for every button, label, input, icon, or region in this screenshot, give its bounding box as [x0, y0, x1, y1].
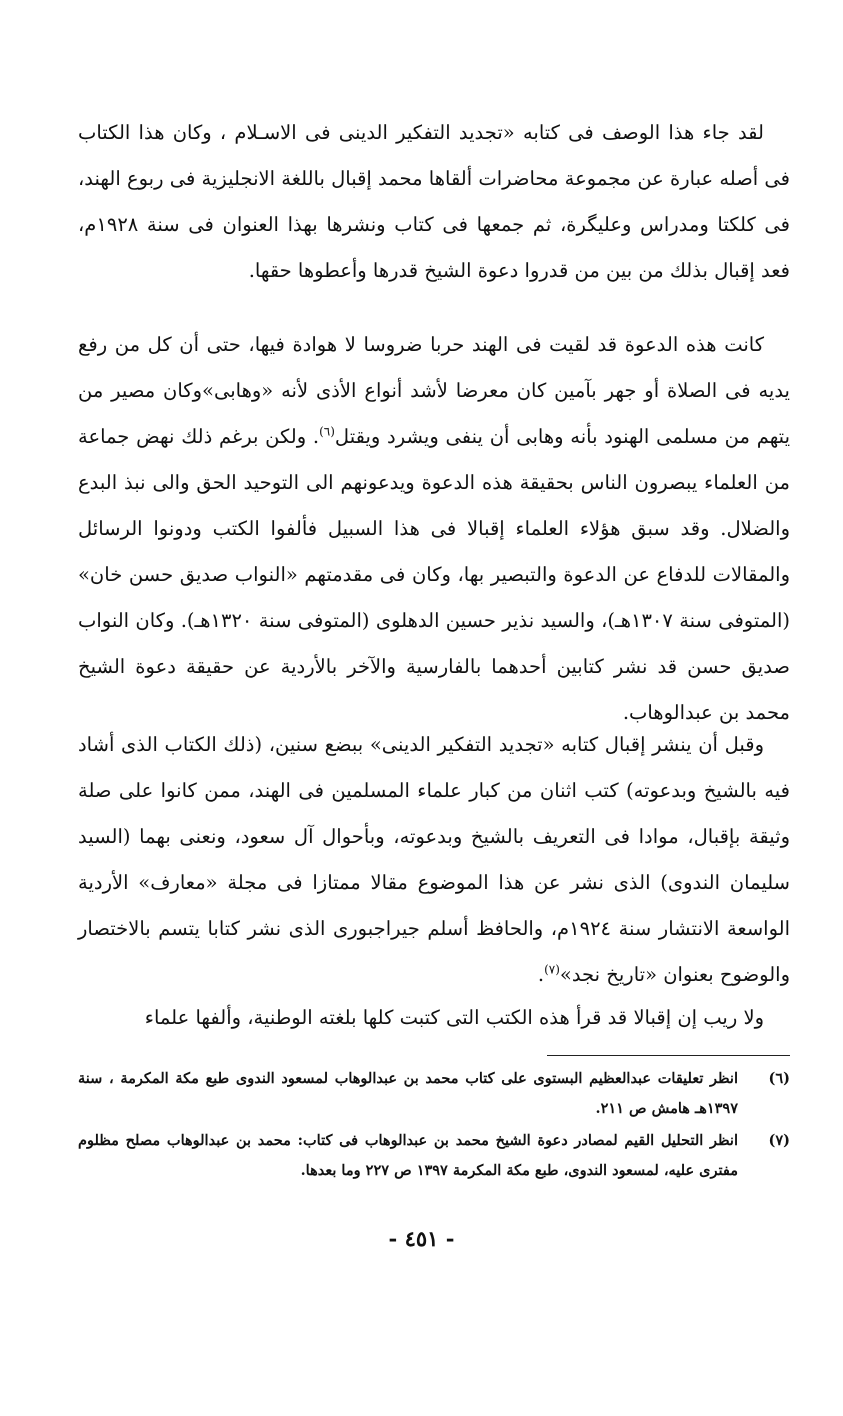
paragraph-3-text: وقبل أن ينشر إقبال كتابه «تجديد التفكير الدينى» ببضع سنين، (ذلك الكتاب الذى أشاد فيه بالشيخ وبدعوته) كتب اثنان من كبار علماء المسلمين فى الهند، ممن كانوا على صلة وثيقة بإقبال، موادا فى التعريف بالشيخ وبدعوته، وبأحوال آل سعود، ونعنى بهما (السيد سليمان الندوى) الذى نشر عن هذا الموضوع مقالا ممتازا فى مجلة «معارف» الأردية الواسعة الانتشار سنة ١٩٢٤م، والحافظ أسلم جيراجبورى الذى نشر كتابا يتسم بالاختصار والوضوح بعنوان «تاريخ نجد»	[78, 733, 791, 986]
paragraph-2-text-b: . ولكن برغم ذلك نهض جماعة من العلماء يبصرون الناس بحقيقة هذه الدعوة ويدعونهم الى التوحيد الحق والى نبذ البدع والضلال. وقد سبق هؤلاء العلماء إقبالا فى هذا السبيل فألفوا الكتب ودونوا الرسائل والمقالات للدفاع عن الدعوة والتبصير بها، وكان فى مقدمتهم «النواب صديق حسن خان» (المتوفى سنة ١٣٠٧هـ)، والسيد نذير حسين الدهلوى (المتوفى سنة ١٣٢٠هـ). وكان النواب صديق حسن قد نشر كتابين أحدهما بالفارسية والآخر بالأردية عن حقيقة دعوة الشيخ محمد بن عبدالوهاب.	[78, 425, 790, 724]
paragraph-2	[78, 322, 790, 736]
footnote-divider	[547, 1055, 790, 1056]
paragraph-2-text-a: كانت هذه الدعوة قد لقيت فى الهند حربا ضروسا لا هوادة فيها، حتى أن كل من رفع يديه فى الصلاة أو جهر بآمين كان معرضا لأشد أنواع الأذى لأنه «وهابى»وكان مصير من يتهم من مسلمى الهنود بأنه وهابى أن ينفى ويشرد ويقتل	[78, 333, 790, 448]
footnote-text: انظر تعليقات عبدالعظيم البستوى على كتاب محمد بن عبدالوهاب لمسعود الندوى طبع مكة المكرمة ، سنة ١٣٩٧هـ هامش ص ٢١١.	[78, 1070, 738, 1117]
paragraph-4	[78, 995, 790, 1041]
paragraph-1	[78, 110, 790, 294]
page-number: - ٤٥١ -	[388, 1226, 455, 1251]
footnote-ref-6: (٦)	[319, 424, 335, 439]
footnote-text: انظر التحليل القيم لمصادر دعوة الشيخ محمد بن عبدالوهاب فى كتاب: محمد بن عبدالوهاب مصلح مظلوم مفترى عليه، لمسعود الندوى، طبع مكة المكرمة ١٣٩٧ ص ٢٢٧ وما بعدها.	[78, 1132, 738, 1179]
footnotes	[78, 1064, 790, 1188]
paragraph-3-end: .	[537, 963, 545, 986]
paragraph-3	[78, 722, 790, 998]
footnote-ref-7: (٧)	[544, 962, 560, 977]
footnote-item	[78, 1126, 790, 1186]
footnote-number: (٦)	[768, 1070, 790, 1087]
paragraph-1-text: لقد جاء هذا الوصف فى كتابه «تجديد التفكير الدينى فى الاسـلام ، وكان هذا الكتاب فى أصله عبارة عن مجموعة محاضرات ألقاها محمد إقبال باللغة الانجليزية فى ربوع الهند، فى كلكتا ومدراس وعليگرة، ثم جمعها فى كتاب ونشرها بهذا العنوان فى سنة ١٩٢٨م، فعد إقبال بذلك من بين من قدروا دعوة الشيخ قدرها وأعطوها حقها.	[78, 121, 790, 282]
paragraph-4-text: ولا ريب إن إقبالا قد قرأ هذه الكتب التى كتبت كلها بلغته الوطنية، وألفها علماء	[144, 1006, 764, 1029]
footnote-number: (٧)	[768, 1132, 790, 1149]
footnote-item	[78, 1064, 790, 1124]
